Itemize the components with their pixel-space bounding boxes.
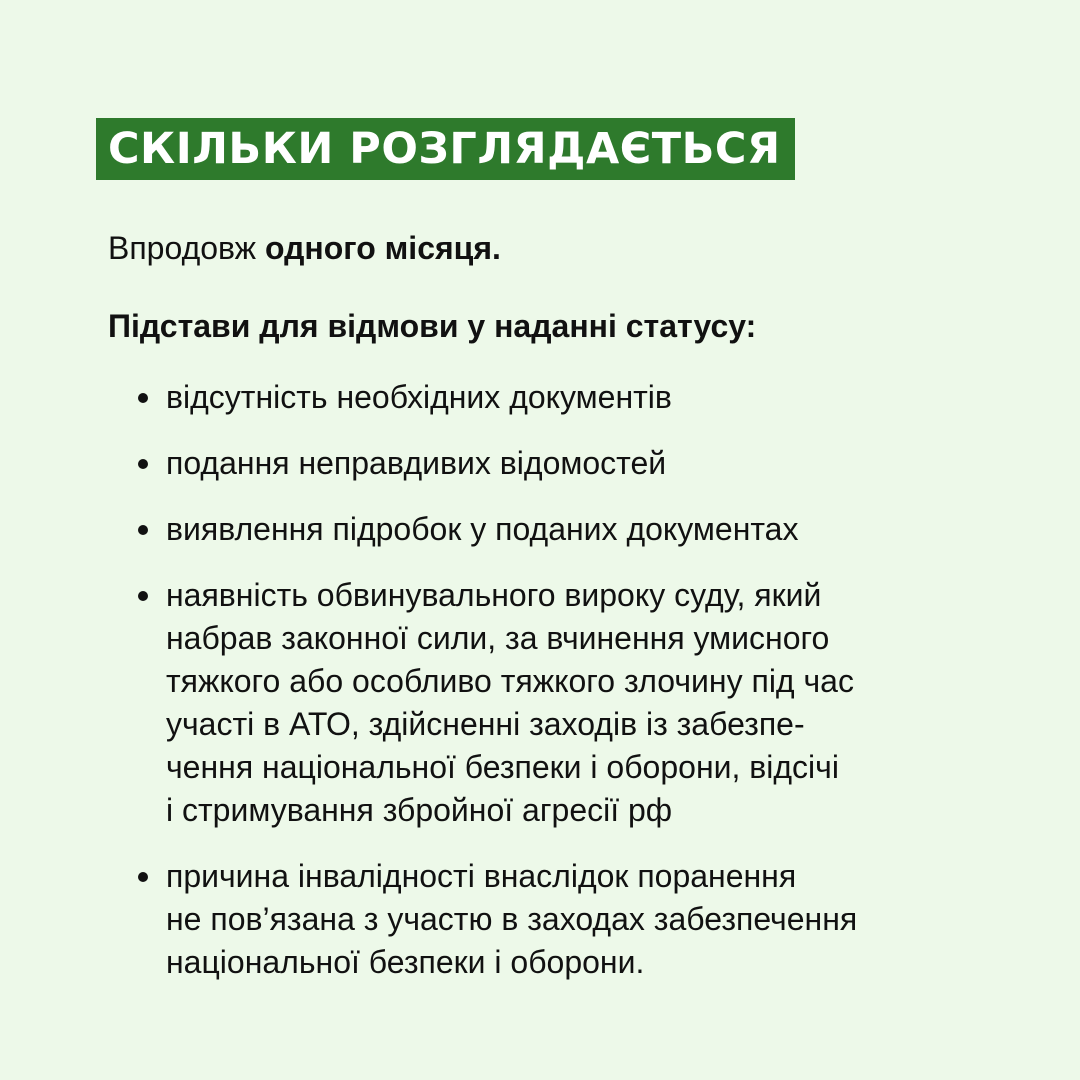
list-item (136, 574, 1016, 832)
list-item-text: набрав законної сили, за вчинення умисного (166, 620, 830, 656)
list-item-text: не пов’язана з участю в заходах забезпечення (166, 901, 858, 937)
list-item-text: причина інвалідності внаслідок поранення (166, 858, 797, 894)
refusal-grounds-title: Підстави для відмови у наданні статусу: (108, 308, 757, 344)
list-item (136, 855, 1016, 984)
duration-prefix: Впродовж (108, 230, 265, 266)
refusal-grounds-list (136, 376, 1016, 1007)
bullet-icon (138, 459, 148, 469)
duration-emphasis: одного місяця. (264, 230, 501, 266)
title-banner (96, 118, 795, 180)
bullet-icon (138, 525, 148, 535)
bullet-icon (138, 872, 148, 882)
bullet-icon (138, 393, 148, 403)
list-item (136, 442, 1016, 485)
list-item-text: участі в АТО, здійсненні заходів із забезпе- (166, 706, 805, 742)
list-item-text: наявність обвинувального вироку суду, який (166, 577, 822, 613)
list-item-text: виявлення підробок у поданих документах (166, 511, 799, 547)
bullet-icon (138, 591, 148, 601)
list-item (136, 376, 1016, 419)
review-duration (108, 226, 501, 270)
list-item-text: чення національної безпеки і оборони, відсічі (166, 749, 839, 785)
list-item-text: подання неправдивих відомостей (166, 445, 667, 481)
list-item (136, 508, 1016, 551)
list-item-text: національної безпеки і оборони. (166, 944, 645, 980)
list-item-text: і стримування збройної агресії рф (166, 792, 673, 828)
page-title: СКІЛЬКИ РОЗГЛЯДАЄТЬСЯ (108, 123, 781, 174)
list-item-text: відсутність необхідних документів (166, 379, 672, 415)
list-item-text: тяжкого або особливо тяжкого злочину під час (166, 663, 854, 699)
